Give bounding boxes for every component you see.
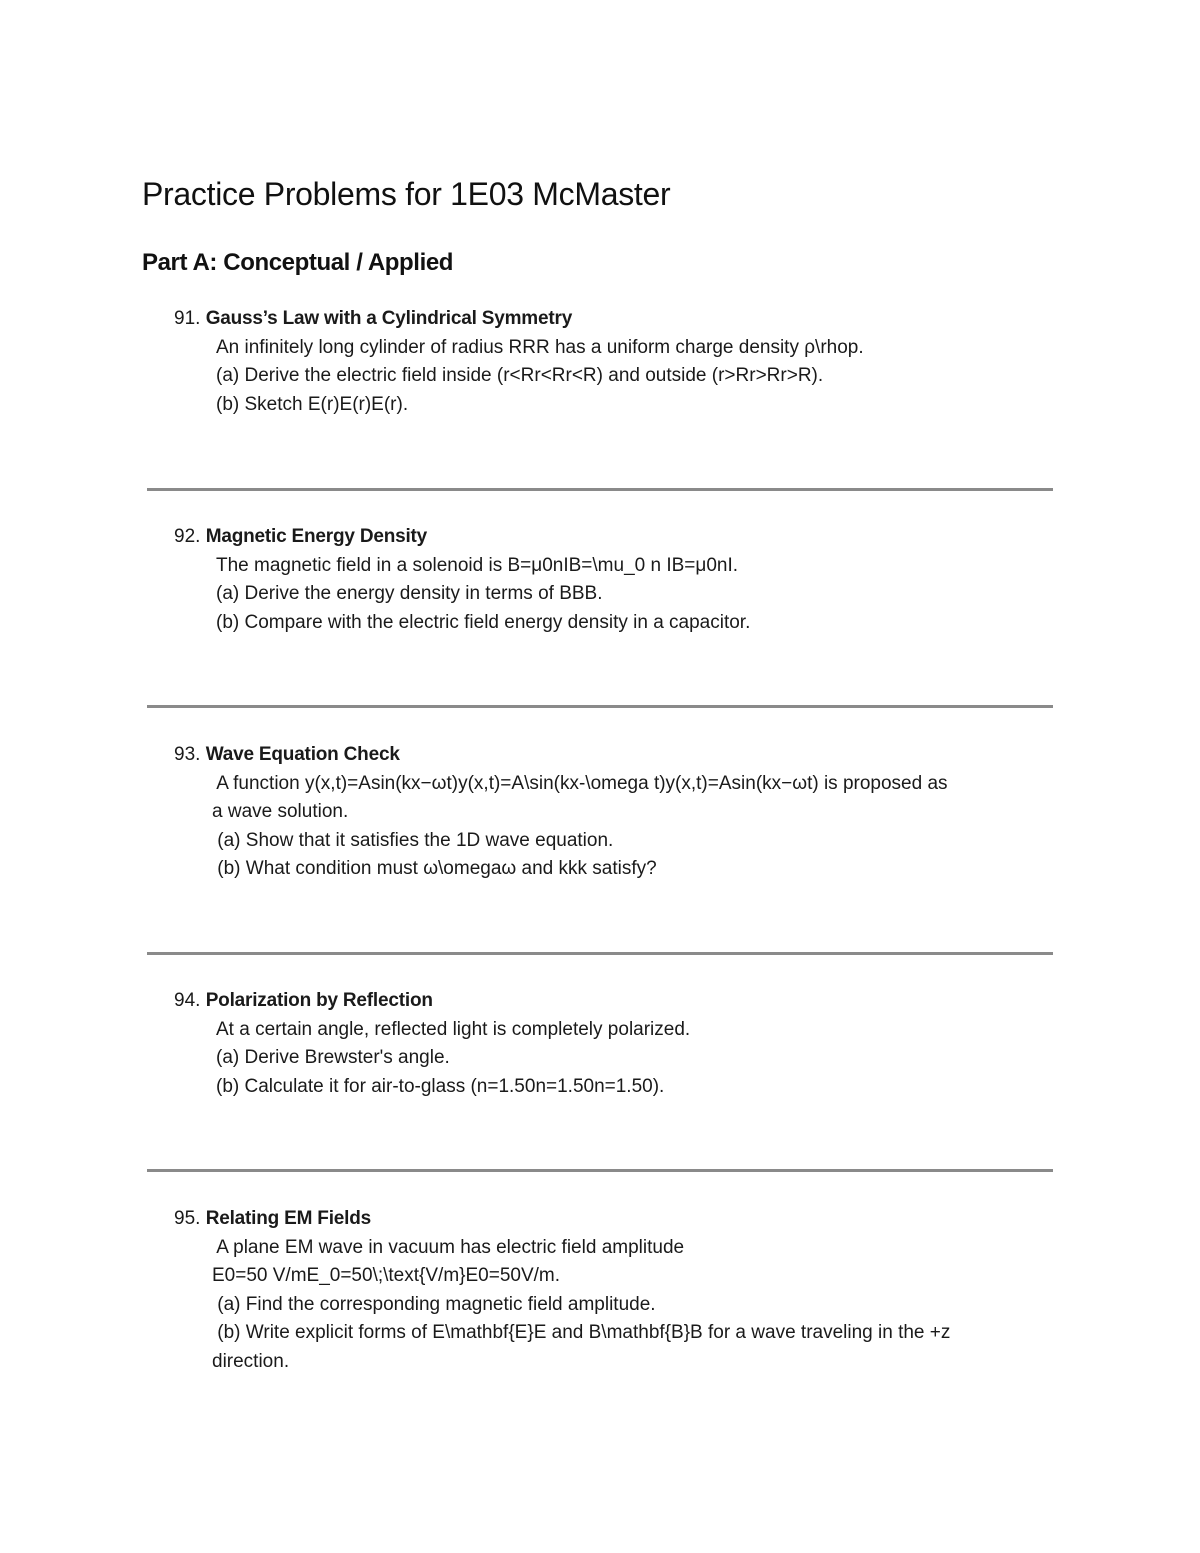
problem-heading [174,987,1064,1016]
section-divider [147,705,1053,708]
section-divider [147,488,1053,491]
problem-part-a: (a) Derive the electric field inside (r<Rr<Rr<R) and outside (r>Rr>Rr>R). [216,365,824,386]
problem-statement: A function y(x,t)=Asin(kx−ωt)y(x,t)=A\sin(kx-\omega t)y(x,t)=Asin(kx−ωt) is proposed as [212,772,948,794]
problem-part-b: (b) Calculate it for air-to-glass (n=1.50n=1.50n=1.50). [216,1075,665,1097]
section-heading: Part A: Conceptual / Applied [142,249,454,276]
problem-statement: An infinitely long cylinder of radius RRR has a uniform charge density ρ\rhop. [216,336,864,358]
problem-heading [174,523,1064,552]
problem-91 [174,305,1064,419]
problem-number: 92. [174,526,201,547]
problem-93 [174,741,1064,884]
problem-title: Gauss’s Law with a Cylindrical Symmetry [205,308,573,329]
problem-title: Polarization by Reflection [205,990,433,1011]
problem-number: 94. [174,990,201,1011]
problem-heading [174,741,1064,770]
problem-heading [174,1205,1064,1234]
section-divider [147,952,1053,955]
page-title: Practice Problems for 1E03 McMaster [142,176,671,212]
problem-95 [174,1205,1064,1376]
problem-part-a: (a) Show that it satisfies the 1D wave equation. [212,829,614,851]
problem-part-b: (b) Write explicit forms of E\mathbf{E}E and B\mathbf{B}B for a wave traveling in the +z [212,1322,951,1343]
problem-part-b: (b) Compare with the electric field energy density in a capacitor. [216,611,751,633]
section-divider [147,1169,1053,1172]
problem-part-b: (b) What condition must ω\omegaω and kkk satisfy? [212,858,657,879]
problem-part-a: (a) Find the corresponding magnetic field amplitude. [212,1293,656,1315]
problem-title: Wave Equation Check [205,744,400,765]
problem-part-a: (a) Derive Brewster's angle. [216,1047,450,1068]
problem-part-b-continued: direction. [212,1350,290,1372]
problem-heading [174,305,1064,334]
problem-number: 93. [174,744,201,765]
problem-statement: At a certain angle, reflected light is completely polarized. [216,1018,691,1040]
problem-number: 91. [174,308,201,329]
problem-title: Relating EM Fields [205,1208,372,1229]
problem-part-b: (b) Sketch E(r)E(r)E(r). [216,393,409,415]
problem-part-a: (a) Derive the energy density in terms of BBB. [216,583,603,604]
problem-number: 95. [174,1208,201,1229]
problem-statement-continued: a wave solution. [212,801,349,822]
problem-94 [174,987,1064,1101]
problem-92 [174,523,1064,637]
problem-statement-continued: E0=50 V/mE_0=50\;\text{V/m}E0=50V/m. [212,1265,561,1286]
problem-statement: The magnetic field in a solenoid is B=μ0nIB=\mu_0 n IB=μ0nI. [216,554,739,576]
problem-statement: A plane EM wave in vacuum has electric field amplitude [212,1236,685,1258]
problem-title: Magnetic Energy Density [205,526,428,547]
